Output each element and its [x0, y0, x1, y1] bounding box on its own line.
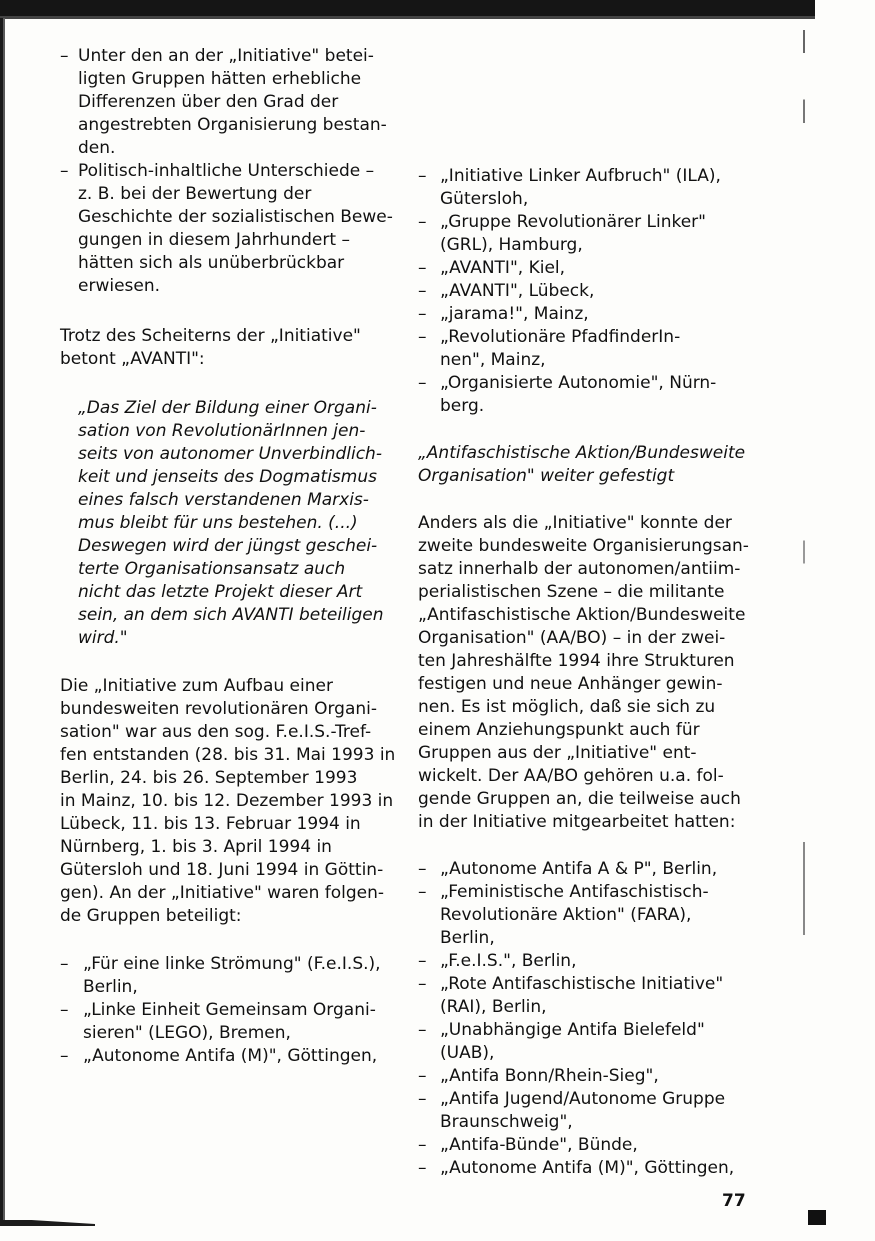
group-list-item: „Autonome Antifa (M)", Göttingen, [83, 1046, 378, 1066]
page-number: 77 [722, 1191, 746, 1211]
bullet-text: Politisch-inhaltliche Unterschiede – [78, 161, 375, 181]
group-list-item: nen", Mainz, [440, 350, 546, 370]
bullet-text: angestrebten Organisierung bestan- [78, 115, 387, 135]
quote-line: nicht das letzte Projekt dieser Art [78, 582, 363, 602]
paragraph-line: festigen und neue Anhänger gewin- [418, 674, 723, 694]
list-dash: – [418, 327, 427, 347]
group-list-item: „jarama!", Mainz, [440, 304, 589, 324]
group-list-item: „Autonome Antifa A & P", Berlin, [440, 859, 718, 879]
group-list-item: „Antifa Jugend/Autonome Gruppe [440, 1089, 726, 1109]
bullet-text: ligten Gruppen hätten erhebliche [78, 69, 362, 89]
group-list-item: Gütersloh, [440, 189, 529, 209]
group-list-item: (RAI), Berlin, [440, 997, 547, 1017]
list-dash: – [418, 258, 427, 278]
list-dash: – [418, 859, 427, 879]
scan-bottom-left-mark [0, 1218, 95, 1226]
list-dash: – [418, 1020, 427, 1040]
group-list-item: „Initiative Linker Aufbruch" (ILA), [440, 166, 721, 186]
paragraph-line: Gütersloh und 18. Juni 1994 in Göttin- [60, 860, 384, 880]
quote-line: Deswegen wird der jüngst geschei- [78, 536, 378, 556]
paragraph-line: nen. Es ist möglich, daß sie sich zu [418, 697, 716, 717]
quote-line: sein, an dem sich AVANTI beteiligen [78, 605, 384, 625]
paragraph-line: bundesweiten revolutionären Organi- [60, 699, 378, 719]
scan-top-border-edge [0, 16, 815, 19]
list-dash: – [418, 1158, 427, 1178]
group-list-item: „Feministische Antifaschistisch- [440, 882, 709, 902]
scan-bottom-right-mark [808, 1210, 826, 1225]
group-list-item: „Revolutionäre PfadfinderIn- [440, 327, 681, 347]
list-dash: – [60, 1046, 69, 1066]
group-list-item: „Organisierte Autonomie", Nürn- [440, 373, 717, 393]
bullet-text: hätten sich als unüberbrückbar [78, 253, 345, 273]
paragraph-line: Lübeck, 11. bis 13. Februar 1994 in [60, 814, 361, 834]
paragraph-line: gen). An der „Initiative" waren folgen- [60, 883, 385, 903]
bullet-text: Geschichte der sozialistischen Bewe- [78, 207, 393, 227]
quote-line: „Das Ziel der Bildung einer Organi- [78, 398, 377, 418]
paragraph-line: in Mainz, 10. bis 12. Dezember 1993 in [60, 791, 394, 811]
list-dash: – [418, 166, 427, 186]
group-list-item: „AVANTI", Lübeck, [440, 281, 595, 301]
bullet-text: Differenzen über den Grad der [78, 92, 339, 112]
list-dash: – [60, 1000, 69, 1020]
bullet-text: erwiesen. [78, 276, 161, 296]
group-list-item: sieren" (LEGO), Bremen, [83, 1023, 291, 1043]
scan-right-edge [803, 30, 805, 1190]
list-dash: – [418, 882, 427, 902]
paragraph-line: Die „Initiative zum Aufbau einer [60, 676, 333, 696]
group-list-item: (GRL), Hamburg, [440, 235, 583, 255]
bullet-text: Unter den an der „Initiative" betei- [78, 46, 374, 66]
paragraph-line: einem Anziehungspunkt auch für [418, 720, 700, 740]
paragraph-line: fen entstanden (28. bis 31. Mai 1993 in [60, 745, 396, 765]
quote-line: terte Organisationsansatz auch [78, 559, 346, 579]
list-dash: – [418, 974, 427, 994]
group-list-item: Braunschweig", [440, 1112, 573, 1132]
paragraph-line: betont „AVANTI": [60, 349, 205, 369]
group-list-item: „Unabhängige Antifa Bielefeld" [440, 1020, 705, 1040]
list-dash: – [60, 161, 69, 181]
paragraph-line: Anders als die „Initiative" konnte der [418, 513, 732, 533]
bullet-text: gungen in diesem Jahrhundert – [78, 230, 350, 250]
paragraph-line: satz innerhalb der autonomen/antiim- [418, 559, 741, 579]
group-list-item: (UAB), [440, 1043, 495, 1063]
group-list-item: „Linke Einheit Gemeinsam Organi- [83, 1000, 376, 1020]
group-list-item: „Gruppe Revolutionärer Linker" [440, 212, 706, 232]
group-list-item: Berlin, [83, 977, 138, 997]
paragraph-line: Trotz des Scheiterns der „Initiative" [60, 326, 361, 346]
group-list-item: Berlin, [440, 928, 495, 948]
group-list-item: „Antifa Bonn/Rhein-Sieg", [440, 1066, 659, 1086]
scan-top-border [0, 0, 815, 16]
bullet-text: den. [78, 138, 116, 158]
list-dash: – [418, 1089, 427, 1109]
paragraph-line: gende Gruppen an, die teilweise auch [418, 789, 741, 809]
bullet-text: z. B. bei der Bewertung der [78, 184, 312, 204]
group-list-item: „Rote Antifaschistische Initiative" [440, 974, 724, 994]
group-list-item: „F.e.I.S.", Berlin, [440, 951, 577, 971]
quote-line: wird." [78, 628, 128, 648]
paragraph-line: Nürnberg, 1. bis 3. April 1994 in [60, 837, 332, 857]
list-dash: – [418, 281, 427, 301]
list-dash: – [418, 373, 427, 393]
paragraph-line: Organisation" (AA/BO) – in der zwei- [418, 628, 726, 648]
group-list-item: „Autonome Antifa (M)", Göttingen, [440, 1158, 735, 1178]
list-dash: – [418, 304, 427, 324]
list-dash: – [418, 1066, 427, 1086]
paragraph-line: perialistischen Szene – die militante [418, 582, 725, 602]
group-list-item: berg. [440, 396, 485, 416]
quote-line: eines falsch verstandenen Marxis- [78, 490, 369, 510]
list-dash: – [418, 1135, 427, 1155]
paragraph-line: de Gruppen beteiligt: [60, 906, 242, 926]
quote-line: keit und jenseits des Dogmatismus [78, 467, 377, 487]
quote-line: mus bleibt für uns bestehen. (...) [78, 513, 358, 533]
group-list-item: „Für eine linke Strömung" (F.e.I.S.), [83, 954, 381, 974]
paragraph-line: Berlin, 24. bis 26. September 1993 [60, 768, 358, 788]
quote-line: seits von autonomer Unverbindlich- [78, 444, 382, 464]
paragraph-line: in der Initiative mitgearbeitet hatten: [418, 812, 736, 832]
paragraph-line: „Antifaschistische Aktion/Bundesweite [418, 605, 746, 625]
group-list-item: „Antifa-Bünde", Bünde, [440, 1135, 638, 1155]
section-heading: „Antifaschistische Aktion/Bundesweite [418, 443, 746, 463]
paragraph-line: zweite bundesweite Organisierungsan- [418, 536, 749, 556]
paragraph-line: ten Jahreshälfte 1994 ihre Strukturen [418, 651, 735, 671]
group-list-item: „AVANTI", Kiel, [440, 258, 566, 278]
list-dash: – [60, 954, 69, 974]
paragraph-line: sation" war aus den sog. F.e.I.S.-Tref- [60, 722, 372, 742]
section-heading: Organisation" weiter gefestigt [418, 466, 675, 486]
paragraph-line: wickelt. Der AA/BO gehören u.a. fol- [418, 766, 724, 786]
list-dash: – [418, 212, 427, 232]
list-dash: – [418, 951, 427, 971]
scan-left-border [0, 18, 8, 1223]
list-dash: – [60, 46, 69, 66]
quote-line: sation von RevolutionärInnen jen- [78, 421, 366, 441]
paragraph-line: Gruppen aus der „Initiative" ent- [418, 743, 697, 763]
group-list-item: Revolutionäre Aktion" (FARA), [440, 905, 692, 925]
